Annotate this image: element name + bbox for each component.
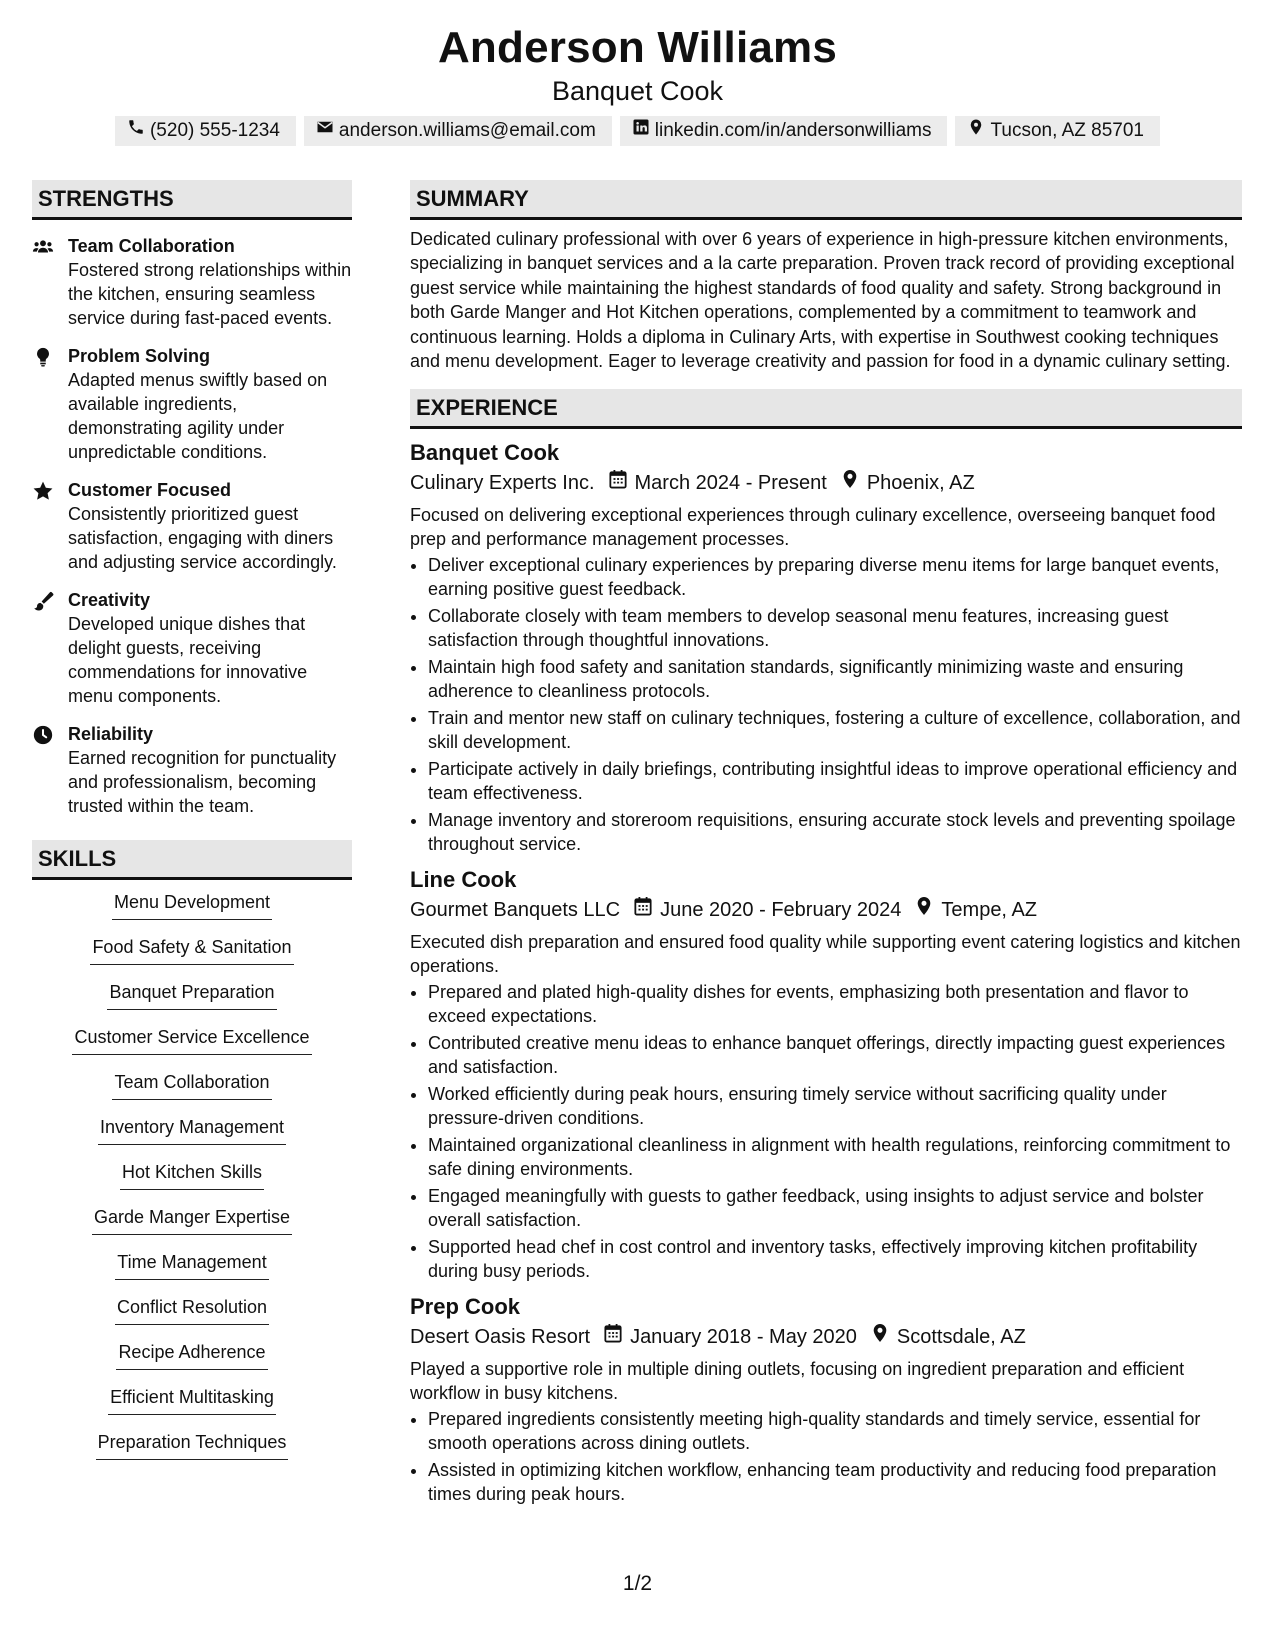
summary-heading: SUMMARY [410,180,1242,220]
job-entry [410,866,1242,1283]
resume-body [32,180,1243,1509]
skill-item [32,1430,352,1475]
paintbrush-icon [32,588,68,708]
linkedin-icon [632,116,650,146]
calendar-icon [620,896,660,924]
skills-heading: SKILLS [32,840,352,880]
job-bullets [410,553,1242,856]
map-pin-icon [827,469,867,497]
job-bullet: • Engaged meaningfully with guests to gather feedback, using insights to adjust service and bolster overall satisfaction. [428,1184,1242,1232]
contact-email-text: anderson.williams@email.com [338,120,596,141]
skill-label: Team Collaboration [112,1070,271,1100]
candidate-name: Anderson Williams [437,23,838,72]
job-bullet: • Prepared and plated high-quality dishes for events, emphasizing both presentation and flavor to exceed expectations. [428,980,1242,1028]
job-location: Phoenix, AZ [866,472,975,495]
job-meta [410,1323,1242,1351]
job-company: Gourmet Banquets LLC [410,899,621,922]
skill-label: Inventory Management [98,1115,286,1145]
skill-item [32,1025,352,1070]
strength-text: Developed unique dishes that delight guests, receiving commendations for innovative menu components. [68,614,308,706]
summary-text: Dedicated culinary professional with over 6 years of experience in high-pressure kitchen environments, specializing in banquet services and a la carte preparation. Proven track record of providing exceptional guest service while maintaining the highest standards of food quality and safety. Strong background in both Garde Manger and Hot Kitchen operations, complemented by a commitment to teamwork and continuous learning. Holds a diploma in Culinary Arts, with expertise in Southwest cooking techniques and menu development. Eager to leverage creativity and passion for food in a dynamic culinary setting. [410,229,1235,372]
skill-label: Banquet Preparation [107,980,276,1010]
contact-bar [0,116,1275,146]
contact-linkedin[interactable] [620,116,948,146]
job-bullet: • Participate actively in daily briefings, contributing insightful ideas to improve operational efficiency and team effectiveness. [428,757,1242,805]
skill-label: Time Management [115,1250,268,1280]
strength-item [32,478,352,574]
skill-item [32,1250,352,1295]
job-dates: March 2024 - Present [634,472,827,495]
skill-label: Hot Kitchen Skills [120,1160,264,1190]
candidate-title: Banquet Cook [551,76,724,106]
phone-icon [127,116,145,146]
skill-label: Preparation Techniques [96,1430,289,1460]
calendar-icon [590,1323,630,1351]
job-bullet: • Maintain high food safety and sanitation standards, significantly minimizing waste and ensuring adherence to cleanliness protocols. [428,655,1242,703]
job-description: Played a supportive role in multiple dining outlets, focusing on ingredient preparation and efficient workflow in busy kitchens. [410,1359,1185,1404]
skill-label: Food Safety & Sanitation [90,935,293,965]
job-bullet: • Worked efficiently during peak hours, ensuring timely service without sacrificing quality under pressure-driven conditions. [428,1082,1242,1130]
job-bullets [410,980,1242,1283]
map-pin-icon [857,1323,897,1351]
skill-item [32,890,352,935]
contact-location [955,116,1160,146]
page-number: 1/2 [622,1572,653,1595]
strength-title: Customer Focused [68,480,232,500]
job-bullet: • Supported head chef in cost control and inventory tasks, effectively improving kitchen profitability during busy periods. [428,1235,1242,1283]
users-icon [32,234,68,330]
strength-title: Creativity [68,590,151,610]
job-bullet: • Train and mentor new staff on culinary techniques, fostering a culture of excellence, collaboration, and skill development. [428,706,1242,754]
job-title: Banquet Cook [410,440,560,466]
strength-title: Team Collaboration [68,236,235,256]
skill-label: Customer Service Excellence [72,1025,311,1055]
contact-location-text: Tucson, AZ 85701 [990,120,1144,141]
job-description: Focused on delivering exceptional experiences through culinary excellence, overseeing banquet food prep and performance management processes. [410,505,1216,550]
right-column [410,180,1242,1509]
job-entry [410,439,1242,856]
job-bullet: • Contributed creative menu ideas to enhance banquet offerings, directly impacting guest experiences and satisfaction. [428,1031,1242,1079]
job-title: Line Cook [410,867,517,893]
job-bullets [410,1407,1242,1506]
strength-item [32,234,352,330]
skills-list [32,890,352,1475]
skill-item [32,1340,352,1385]
calendar-icon [595,469,635,497]
job-bullet: • Deliver exceptional culinary experiences by preparing diverse menu items for large banquet events, earning positive guest feedback. [428,553,1242,601]
job-meta [410,469,1242,497]
left-column [32,180,352,1509]
job-title: Prep Cook [410,1294,521,1320]
clock-icon [32,722,68,818]
skill-label: Garde Manger Expertise [92,1205,292,1235]
skill-item [32,1385,352,1430]
job-meta [410,896,1242,924]
job-company: Desert Oasis Resort [410,1326,591,1349]
strength-text: Adapted menus swiftly based on available ingredients, demonstrating agility under unpredictable conditions. [68,370,328,462]
job-dates: June 2020 - February 2024 [660,899,902,922]
strengths-heading: STRENGTHS [32,180,352,220]
skill-item [32,1070,352,1115]
strengths-list [32,234,352,818]
skill-item [32,1295,352,1340]
strength-title: Reliability [68,724,154,744]
job-bullet: • Manage inventory and storeroom requisitions, ensuring accurate stock levels and preventing spoilage throughout service. [428,808,1242,856]
job-bullet: • Maintained organizational cleanliness in alignment with health regulations, reinforcing commitment to safe dining environments. [428,1133,1242,1181]
strength-item [32,344,352,464]
skill-label: Efficient Multitasking [108,1385,276,1415]
job-bullet: • Assisted in optimizing kitchen workflow, enhancing team productivity and reducing food preparation times during peak hours. [428,1458,1242,1506]
job-entry [410,1293,1242,1506]
skill-label: Menu Development [112,890,272,920]
lightbulb-icon [32,344,68,464]
strength-text: Fostered strong relationships within the kitchen, ensuring seamless service during fast-paced events. [68,260,352,328]
skill-item [32,935,352,980]
star-icon [32,478,68,574]
job-description: Executed dish preparation and ensured food quality while supporting event catering logistics and kitchen operations. [410,932,1241,977]
map-pin-icon [901,896,941,924]
skill-item [32,980,352,1025]
strength-item [32,588,352,708]
map-pin-icon [967,116,985,146]
experience-heading: EXPERIENCE [410,389,1242,429]
skill-item [32,1205,352,1250]
skill-item [32,1160,352,1205]
job-location: Tempe, AZ [941,899,1038,922]
job-company: Culinary Experts Inc. [410,472,595,495]
skill-label: Conflict Resolution [115,1295,269,1325]
contact-phone-text: (520) 555-1234 [149,120,280,141]
strength-title: Problem Solving [68,346,211,366]
job-location: Scottsdale, AZ [896,1326,1026,1349]
job-dates: January 2018 - May 2020 [630,1326,857,1349]
job-bullet: • Prepared ingredients consistently meeting high-quality standards and timely service, essential for smooth operations across dining outlets. [428,1407,1242,1455]
job-bullet: • Collaborate closely with team members to develop seasonal menu features, increasing guest satisfaction through thoughtful innovations. [428,604,1242,652]
resume-header [0,0,1275,146]
contact-linkedin-text: linkedin.com/in/andersonwilliams [654,120,932,141]
skill-label: Recipe Adherence [116,1340,267,1370]
envelope-icon [316,116,334,146]
skill-item [32,1115,352,1160]
strength-text: Earned recognition for punctuality and professionalism, becoming trusted within the team. [68,748,337,816]
contact-email[interactable] [304,116,612,146]
contact-phone[interactable] [115,116,296,146]
strength-item [32,722,352,818]
strength-text: Consistently prioritized guest satisfaction, engaging with diners and adjusting service accordingly. [68,504,337,572]
